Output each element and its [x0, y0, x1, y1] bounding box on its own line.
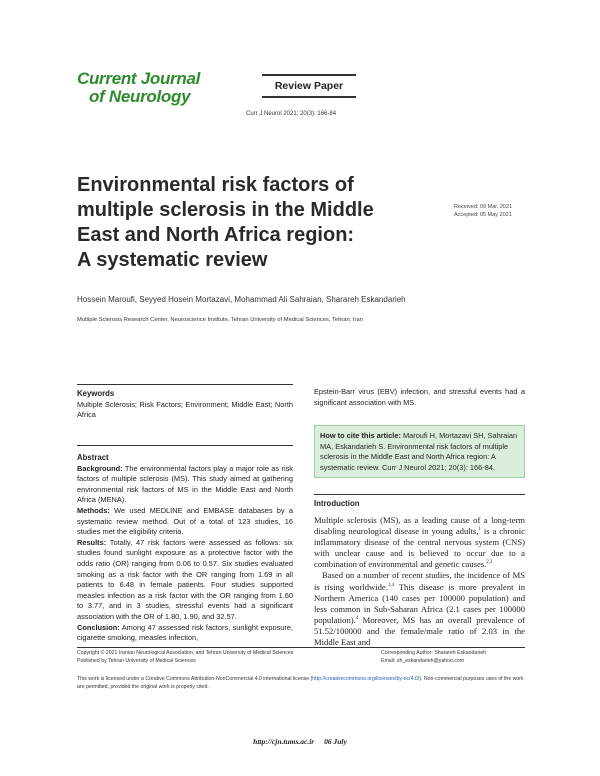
- footer-copyright: [77, 650, 293, 665]
- results-text: Totally, 47 risk factors were assessed as follows: six studies found sunlight exposure as a protective factor with the odds ratio (OR) ranging from 0.06 to 0.57. Six studies evaluated smoking as a risk factor with the OR ranging from 1.69 in all patients to 6.48 in female patients. Four studies supported measles infection as a risk factor with the OR ranging from 1.60 to 3.77, and in 3 studies, stressful events had a significant association with the OR of 1.80, 1.90, and 32.57.: [77, 537, 293, 621]
- how-to-cite-box: [314, 425, 525, 478]
- received-date: Received: 09 Mar. 2021: [454, 204, 513, 210]
- introduction-rule: [314, 494, 525, 495]
- conclusion-label: Conclusion:: [77, 622, 120, 632]
- conclusion-text: Among 47 assessed risk factors, sunlight exposure, cigarette smoking, measles infection,: [77, 622, 293, 643]
- intro-text: is a chronic inflammatory disease of the central nervous system (CNS) with unclear cause and is believed to occur due to a combination of environmental and genetic causes.: [314, 526, 525, 570]
- abstract-heading: Abstract: [77, 453, 109, 462]
- abstract-background: [77, 464, 293, 506]
- background-text: The environmental factors play a major role as risk factors of multiple sclerosis (MS). This study aimed at gathering environmental risk factors of MS in the Middle East and North Africa (MENA).: [77, 463, 293, 505]
- introduction-heading: Introduction: [314, 499, 360, 508]
- journal-title-line2: of Neurology: [89, 87, 191, 106]
- intro-paragraph: [314, 515, 525, 570]
- how-to-cite-label: How to cite this article:: [320, 431, 401, 440]
- publisher-text: Published by Tehran University of Medical Sciences: [77, 657, 196, 664]
- title-line: East and North Africa region:: [77, 224, 355, 246]
- license-text: [77, 676, 525, 691]
- results-label: Results:: [77, 537, 107, 547]
- journal-citation: Curr J Neurol 2021; 20(3): 166-84: [246, 111, 337, 117]
- introduction-body: [314, 515, 525, 648]
- keywords-rule: [77, 384, 293, 385]
- citation-ref: 2,3: [486, 560, 493, 566]
- methods-label: Methods:: [77, 505, 110, 515]
- affiliation: Multiple Sclerosis Research Center, Neuroscience Institute, Tehran University of Medical Sciences, Tehran, Iran: [77, 317, 363, 323]
- how-to-cite-text: Maroufi H, Mortazavi SH, Sahraian MA, Eskandarieh S. Environmental risk factors of multiple sclerosis in the Middle East and North Africa region: A systematic review. Curr J Neurol 2021; 20(3): 166-84.: [320, 431, 518, 472]
- paper-type-label: Review Paper: [274, 80, 344, 92]
- intro-paragraph: [314, 570, 525, 648]
- citation-ref: 1,4: [387, 582, 395, 588]
- authors: Hossein Maroufi, Seyyed Hosein Mortazavi, Mohammad Ali Sahraian, Sharareh Eskandarieh: [77, 295, 406, 304]
- copyright-text: Copyright © 2021 Iranian Neurological Association, and Tehran University of Medical Sciences: [77, 650, 294, 656]
- journal-url[interactable]: http://cjn.tums.ac.ir: [253, 737, 315, 746]
- methods-text: We used MEDLINE and EMBASE databases by a systematic review method. Out of a total of 123 studies, 16 studies met the eligibility criteria.: [77, 505, 293, 537]
- citation-ref: 1: [478, 527, 482, 533]
- intro-text: Multiple sclerosis (MS), as a leading cause of a long-term disabling neurological disease in young adults,: [314, 515, 525, 537]
- paper-type-rule-top: [262, 74, 356, 76]
- title-line: multiple sclerosis in the Middle: [77, 199, 374, 221]
- abstract-conclusion: [77, 623, 293, 644]
- footer-rule: [77, 647, 525, 648]
- intro-text: This disease is more prevalent in Northern America (140 cases per 100000 population) and less common in Sub-Saharan Africa (2.1 cases per 100000 population).: [314, 581, 526, 625]
- abstract-rule: [77, 445, 293, 446]
- license-pre: This work is licensed under a Creative Commons Attribution-NonCommercial 4.0 international license (: [77, 676, 313, 682]
- abstract-results: [77, 538, 293, 623]
- keywords-section: [77, 389, 293, 421]
- keywords-heading: Keywords: [77, 389, 115, 398]
- page-footer: [0, 737, 600, 746]
- intro-text: Moreover, MS has an overall prevalence of 51.52/100000 and the female/male ratio of 2.03 in the Middle East and: [314, 614, 525, 648]
- footer-corresponding: [381, 650, 486, 665]
- license-link[interactable]: http://creativecommons.org/licenses/by-nc/4.0/: [312, 676, 420, 682]
- corresponding-email: Email: sh_eskandarieh@yahoo.com: [381, 657, 465, 664]
- abstract-continuation: Epstein-Barr virus (EBV) infection, and stressful events had a significant association with MS.: [314, 387, 525, 407]
- intro-text: Based on a number of recent studies, the incidence of MS is rising worldwide.: [314, 570, 525, 592]
- citation-ref: 4: [355, 615, 359, 621]
- accepted-date: Accepted: 05 May 2021: [454, 212, 512, 218]
- journal-title: [77, 70, 200, 106]
- journal-title-line1: Current Journal: [77, 69, 201, 88]
- keywords-text: Multiple Sclerosis; Risk Factors; Environment; Middle East; North Africa: [77, 399, 293, 420]
- issue-date: 06 July: [324, 737, 347, 746]
- license-post: ). Non-commercial purposes uses of the work are permitted, provided the original work is properly cited.: [77, 676, 524, 690]
- background-label: Background:: [77, 463, 123, 473]
- article-title: [77, 173, 407, 273]
- title-line: A systematic review: [77, 249, 268, 271]
- corresponding-author: Corresponding Author: Sharareh Eskandarieh: [381, 650, 486, 656]
- abstract-section: [77, 453, 293, 644]
- title-line: Environmental risk factors of: [77, 174, 354, 196]
- paper-type-rule-bottom: [262, 96, 356, 98]
- abstract-methods: [77, 506, 293, 538]
- article-dates: [454, 203, 512, 219]
